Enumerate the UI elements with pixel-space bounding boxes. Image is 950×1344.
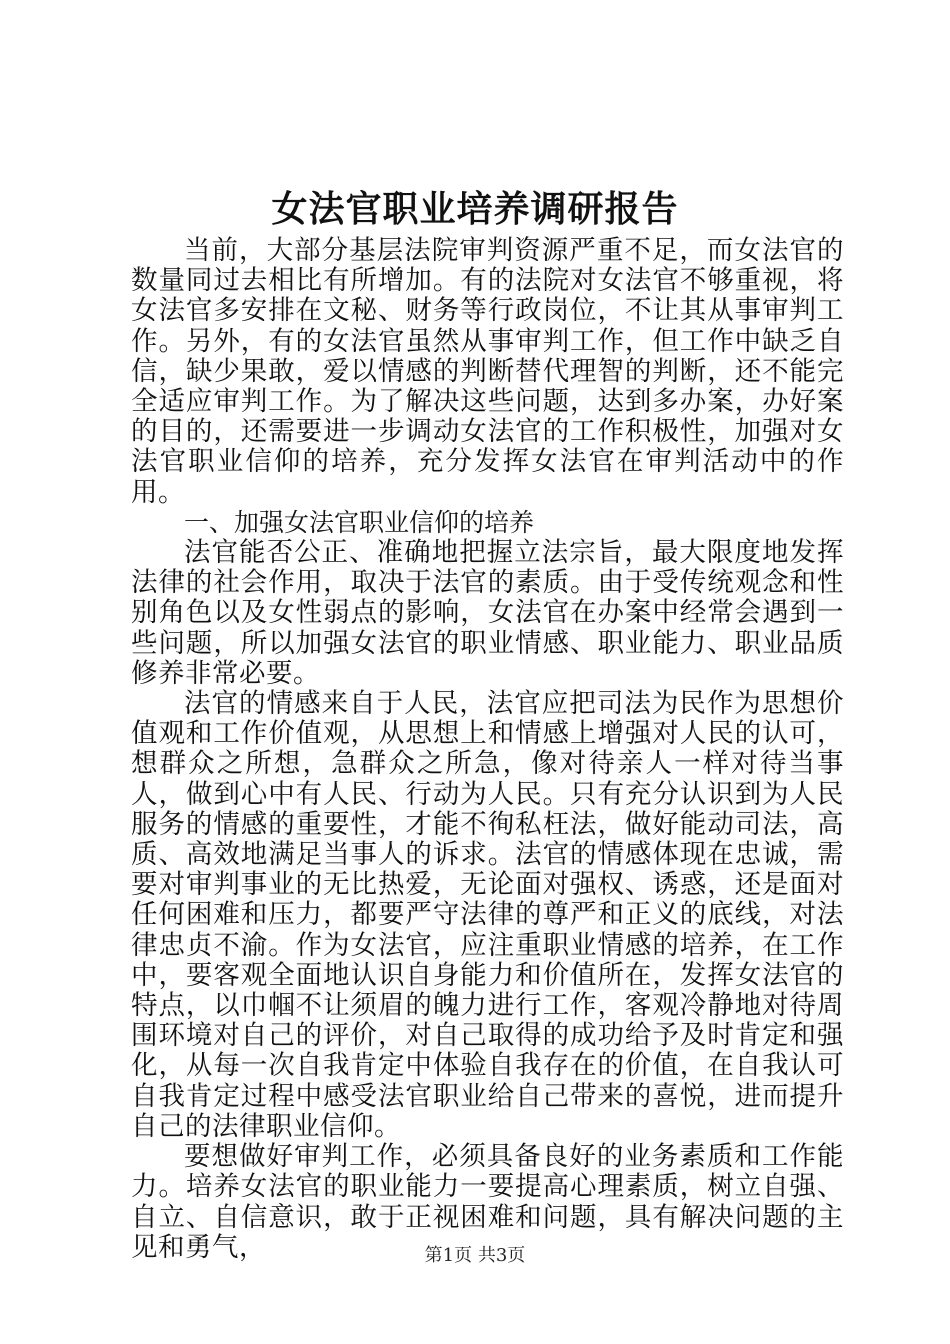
intro-paragraph: 当前，大部分基层法院审判资源严重不足，而女法官的数量同过去相比有所增加。有的法院对女法官不够重视，将女法官多安排在文秘、财务等行政岗位，不让其从事审判工作。另外，有的女法官虽然从事审判工作，但工作中缺乏自信，缺少果敢，爱以情感的判断替代理智的判断，还不能完全适应审判工作。为了解决这些问题，达到多办案，办好案的目的，还需要进一步调动女法官的工作积极性，加强对女法官职业信仰的培养，充分发挥女法官在审判活动中的作用。 bbox=[131, 235, 844, 508]
body-paragraph: 要想做好审判工作，必须具备良好的业务素质和工作能力。培养女法官的职业能力一要提高心理素质，树立自强、自立、自信意识，敢于正视困难和问题，具有解决问题的主见和勇气， bbox=[131, 1141, 844, 1263]
body-paragraph: 法官的情感来自于人民，法官应把司法为民作为思想价值观和工作价值观，从思想上和情感上增强对人民的认可，想群众之所想，急群众之所急，像对待亲人一样对待当事人，做到心中有人民、行动为人民。只有充分认识到为人民服务的情感的重要性，才能不徇私枉法，做好能动司法，高质、高效地满足当事人的诉求。法官的情感体现在忠诚，需要对审判事业的无比热爱，无论面对强权、诱惑，还是面对任何困难和压力，都要严守法律的尊严和正义的底线，对法律忠贞不渝。作为女法官，应注重职业情感的培养，在工作中，要客观全面地认识自身能力和价值所在，发挥女法官的特点，以巾帼不让须眉的魄力进行工作，客观冷静地对待周围环境对自己的评价，对自己取得的成功给予及时肯定和强化，从每一次自我肯定中体验自我存在的价值，在自我认可自我肯定过程中感受法官职业给自己带来的喜悦，进而提升自己的法律职业信仰。 bbox=[131, 688, 844, 1142]
section-heading: 一、加强女法官职业信仰的培养 bbox=[184, 507, 535, 537]
body-paragraph: 法官能否公正、准确地把握立法宗旨，最大限度地发挥法律的社会作用，取决于法官的素质。由于受传统观念和性别角色以及女性弱点的影响，女法官在办案中经常会遇到一些问题，所以加强女法官的职业情感、职业能力、职业品质修养非常必要。 bbox=[131, 537, 844, 689]
document-title: 女法官职业培养调研报告 bbox=[271, 188, 679, 230]
document-body bbox=[131, 236, 844, 1263]
page-footer: 第1页 共3页 bbox=[424, 1245, 526, 1266]
